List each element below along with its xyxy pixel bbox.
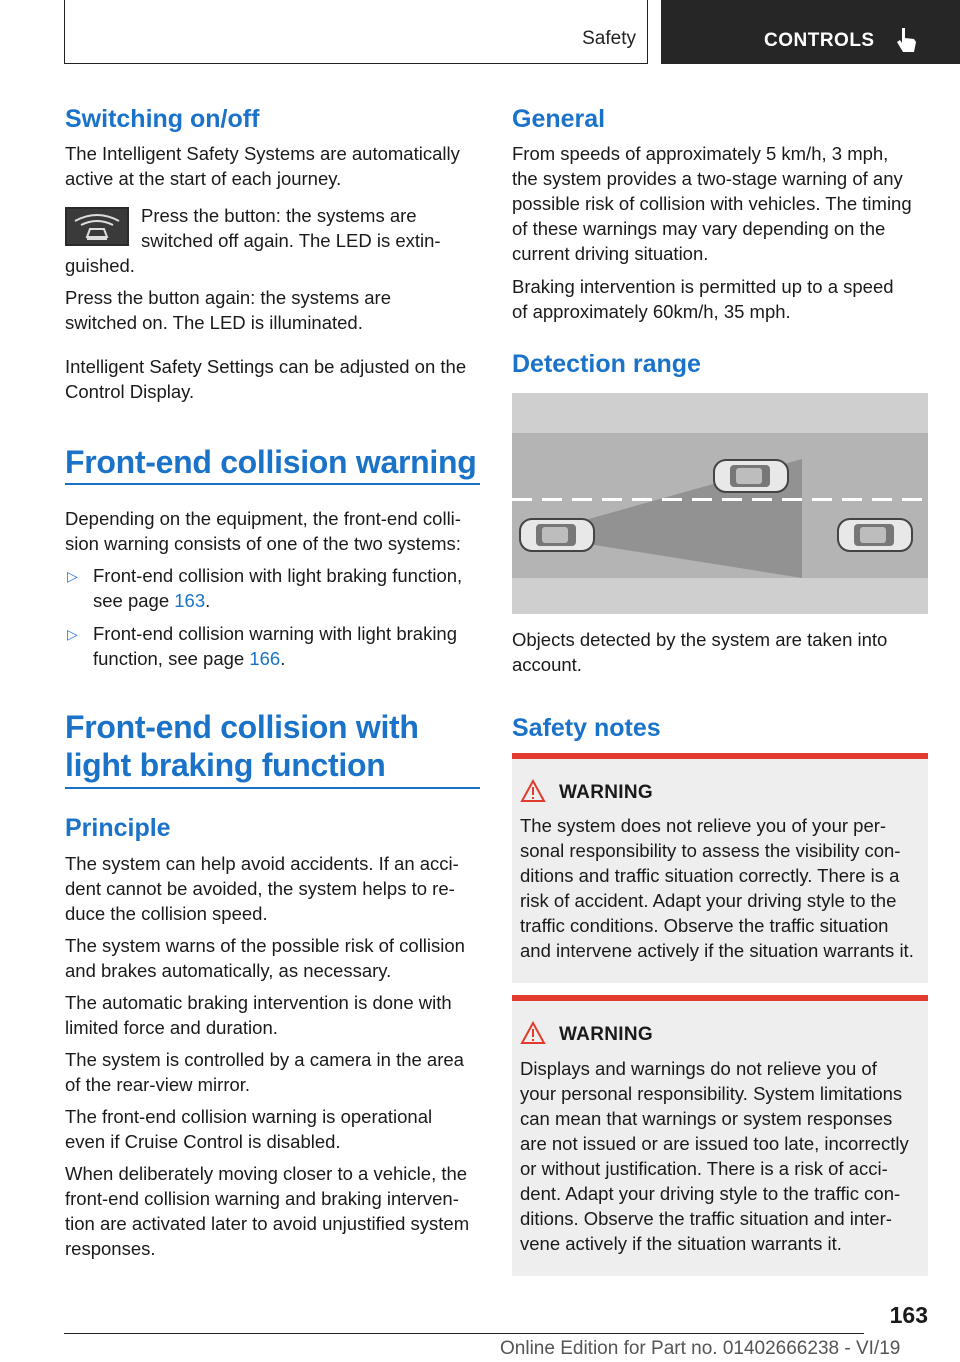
detection-caption: Objects detected by the system are taken into account.	[512, 629, 888, 675]
principle-p3: The automatic braking intervention is done with limited force and duration.	[65, 992, 452, 1038]
warning-title: WARNING	[559, 1024, 653, 1045]
detection-range-illustration	[512, 393, 928, 614]
page-number: 163	[889, 1302, 928, 1328]
car-icon	[838, 519, 912, 551]
safety-heading: Safety notes	[512, 714, 661, 742]
button-text: Press the button: the systems are switched off again. The LED is extin-	[141, 205, 441, 251]
fcw-rule	[65, 483, 480, 485]
page-link-163[interactable]: 163	[174, 590, 206, 611]
warning-text: The system does not relieve you of your per- sonal responsibility to assess the visibility con- ditions and traffic situation correctly. There is a risk of accident. Adapt your driving style to the traffic conditions. Observe the traffic situation and intervene actively if the situation warrants it.	[520, 815, 914, 961]
warning-title: WARNING	[559, 782, 653, 803]
warning-triangle-icon	[520, 1021, 546, 1045]
principle-p6: When deliberately moving closer to a vehicle, the front-end collision warning and braking interven- tion are activated later to avoid unjustified system responses.	[65, 1163, 470, 1259]
footer-edition: Online Edition for Part no. 01402666238 - VI/19	[500, 1338, 901, 1359]
header-section-title: Safety	[582, 28, 636, 49]
warning-text: Displays and warnings do not relieve you of your personal responsibility. System limitations can mean that warnings or system responses are not issued or are issued too late, incorrectly or without justification. There is a risk of acci- dent. Adapt your driving style to the traffic con- ditions. Observe the traffic situation and inter- vene actively if the situation warrants it.	[520, 1058, 909, 1254]
general-p1: From speeds of approximately 5 km/h, 3 mph, the system provides a two-stage warning of any possible risk of collision with vehicles. The timing of these warnings may vary depending on the current driving situation.	[512, 143, 912, 264]
bullet-triangle-icon: ▷	[67, 626, 78, 642]
fcw-list-item: Front-end collision warning with light braking function, see page 166.	[93, 623, 458, 669]
safety-button-icon	[65, 207, 129, 246]
car-icon	[714, 460, 788, 492]
car-icon	[520, 519, 594, 551]
principle-p1: The system can help avoid accidents. If an acci- dent cannot be avoided, the system helps to re- duce the collision speed.	[65, 853, 459, 924]
header-box	[64, 0, 648, 64]
principle-p5: The front-end collision warning is operational even if Cruise Control is disabled.	[65, 1106, 433, 1152]
switching-settings: Intelligent Safety Settings can be adjusted on the Control Display.	[65, 356, 467, 402]
page-link-166[interactable]: 166	[249, 648, 281, 669]
bullet-triangle-icon: ▷	[67, 568, 78, 584]
fcw-intro: Depending on the equipment, the front-end colli- sion warning consists of one of the two systems:	[65, 508, 461, 554]
general-heading: General	[512, 105, 606, 133]
warning-triangle-icon	[520, 779, 546, 803]
lbf-heading: Front-end collision with light braking function	[65, 709, 419, 783]
hand-pointer-icon	[894, 26, 920, 54]
lbf-rule	[65, 787, 480, 789]
principle-heading: Principle	[65, 814, 171, 842]
switching-again: Press the button again: the systems are switched on. The LED is illuminated.	[65, 287, 391, 333]
switching-heading: Switching on/off	[65, 105, 260, 133]
fcw-list-item: Front-end collision with light braking function, see page 163.	[93, 565, 463, 611]
switching-intro: The Intelligent Safety Systems are automatically active at the start of each journey.	[65, 143, 460, 189]
principle-p2: The system warns of the possible risk of collision and brakes automatically, as necessary.	[65, 935, 465, 981]
button-text-cont: guished.	[65, 255, 135, 276]
detection-heading: Detection range	[512, 350, 701, 378]
general-p2: Braking intervention is permitted up to a speed of approximately 60km/h, 35 mph.	[512, 276, 894, 322]
footer-rule	[64, 1333, 864, 1334]
header-chapter-title: CONTROLS	[764, 30, 875, 51]
fcw-heading: Front-end collision warning	[65, 444, 477, 480]
principle-p4: The system is controlled by a camera in the area of the rear-view mirror.	[65, 1049, 464, 1095]
